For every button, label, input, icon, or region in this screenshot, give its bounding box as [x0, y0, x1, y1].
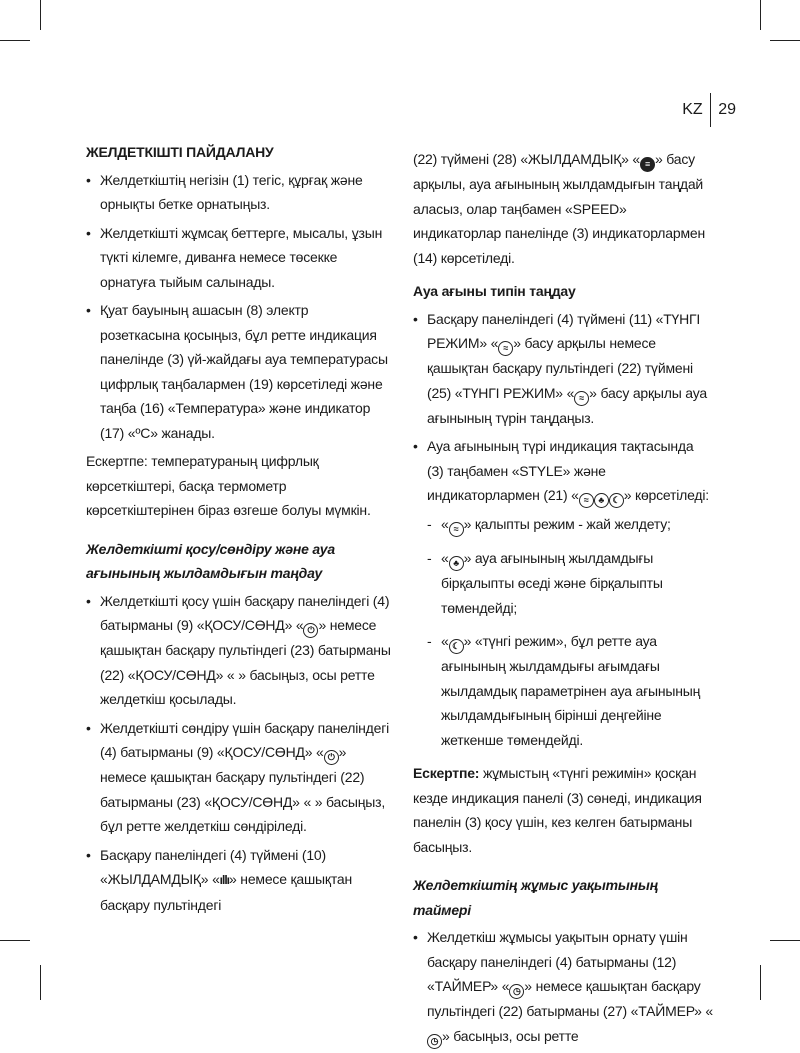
language-code: KZ	[682, 101, 703, 118]
airflow-list	[413, 307, 713, 509]
section-heading-airflow: Ауа ағыны типін таңдау	[413, 283, 576, 299]
timer-list	[413, 925, 713, 1049]
speed-icon: ≡	[640, 157, 655, 172]
list-item: - « ♣ » ауа ағынының жылдамдығы бірқалыпты өседі және бірқалыпты төмендейді;	[413, 546, 713, 620]
timer-icon: ◷	[427, 1034, 442, 1049]
crop-mark	[40, 0, 41, 30]
right-column	[413, 147, 713, 1053]
wind-mode-icon: ≈	[498, 341, 513, 356]
sleep-mode-icon: ☾	[609, 493, 624, 508]
paragraph-speed: (22) түймені (28) «ЖЫЛДАМДЫҚ» « ≡ » басу арқылы, ауа ағынының жылдамдығын таңдай аласыз, олар таңбамен «SPEED» индикаторлар панелінде (3) индикаторлармен (14) көрсетіледі.	[413, 151, 705, 266]
note-temperature: Ескертпе: температураның цифрлық көрсеткіштері, басқа термометр көрсеткіштерінен біраз өзгеше болуы мүмкін.	[86, 453, 371, 518]
mode-list	[413, 512, 713, 752]
normal-mode-icon: ≈	[579, 493, 594, 508]
list-item: • Қуат бауының ашасын (8) электр розеткасына қосыңыз, бұл ретте индикация панелінде (3) үй-жайдағы ауа температурасы цифрлық таңбалармен (19) көрсетіледі және таңба (16) «Температура» және индикатор (17) «ºC» жанады.	[86, 298, 391, 445]
list-item: • Желдеткішті жұмсақ беттерге, мысалы, ұзын түкті кілемге, диванға немесе төсекке орнатуға тыйым салынады.	[86, 221, 391, 295]
natural-mode-icon: ♣	[449, 556, 464, 571]
list-item: - « ≈ » қалыпты режим - жай желдету;	[413, 512, 713, 537]
sleep-mode-icon: ☾	[449, 639, 464, 654]
crop-mark	[770, 940, 800, 941]
list-item: • Ауа ағынының түрі индикация тақтасында (3) таңбамен «STYLE» және индикаторлармен (21) « ≈ ♣ ☾ » көрсетіледі:	[413, 434, 713, 508]
section-heading-usage: ЖЕЛДЕТКІШТІ ПАЙДАЛАНУ	[86, 144, 274, 160]
left-column	[86, 140, 391, 921]
timer-icon: ◷	[509, 984, 524, 999]
crop-mark	[760, 965, 761, 1000]
power-icon: ⏻	[303, 623, 318, 638]
page-header	[682, 93, 736, 127]
power-icon: ⏻	[324, 750, 339, 765]
list-item: • Желдеткішті сөндіру үшін басқару панеліндегі (4) батырманы (9) «ҚОСУ/СӨНД» « ⏻ » немесе қашықтан басқару пультіндегі (22) батырманы (23) «ҚОСУ/СӨНД» « » басыңыз, бұл ретте желдеткіш сөндіріледі.	[86, 716, 391, 839]
natural-mode-icon: ♣	[594, 493, 609, 508]
speed-bars-icon: ıllı	[219, 873, 230, 887]
list-item: - « ☾ » «түнгі режим», бұл ретте ауа ағынының жылдамдығы ағымдағы жылдамдық параметрінен ауа ағынының жылдамдығының бірінші деңгейіне жеткенше төмендейді.	[413, 629, 713, 752]
section-heading-timer: Желдеткіштің жұмыс уақытының таймері	[413, 877, 658, 918]
normal-mode-icon: ≈	[449, 522, 464, 537]
list-item: • Желдеткішті қосу үшін басқару панеліндегі (4) батырманы (9) «ҚОСУ/СӨНД» « ⏻ » немесе қашықтан басқару пультіндегі (23) батырманы (22) «ҚОСУ/СӨНД» « » басыңыз, осы ретте желдеткіш қосылады.	[86, 589, 391, 712]
page-number: 29	[718, 101, 736, 118]
note-night-mode: Ескертпе: жұмыстың «түнгі режимін» қосқан кезде индикация панелі (3) сөнеді, индикация панелін (3) қосу үшін, кез келген батырманы басыңыз.	[413, 765, 702, 855]
crop-mark	[40, 965, 41, 1000]
list-item: • Желдеткіштің негізін (1) тегіс, құрғақ және орнықты бетке орнатыңыз.	[86, 168, 391, 217]
header-divider	[710, 93, 712, 127]
list-item: • Желдеткіш жұмысы уақытын орнату үшін басқару панеліндегі (4) батырманы (12) «ТАЙМЕР» « ◷ » немесе қашықтан басқару пультіндегі (22) батырманы (27) «ТАЙМЕР» «◷ » басыңыз, осы ретте	[413, 925, 713, 1049]
crop-mark	[0, 40, 30, 41]
list-item: • Басқару панеліндегі (4) түймені (10) «ЖЫЛДАМДЫҚ» «ıllı» немесе қашықтан басқару пультіндегі	[86, 843, 391, 918]
crop-mark	[770, 40, 800, 41]
section-heading-power-speed: Желдеткішті қосу/сөндіру және ауа ағынының жылдамдығын таңдау	[86, 540, 335, 581]
crop-mark	[0, 940, 30, 941]
wind-mode-icon: ≈	[574, 391, 589, 406]
power-list	[86, 589, 391, 918]
crop-mark	[760, 0, 761, 30]
usage-list	[86, 168, 391, 446]
list-item: • Басқару панеліндегі (4) түймені (11) «ТҮНГІ РЕЖИМ» « ≈ » басу арқылы немесе қашықтан басқару пультіндегі (22) түймені (25) «ТҮНГІ РЕЖИМ» « ≈ » басу арқылы ауа ағынының түрін таңдаңыз.	[413, 307, 713, 431]
